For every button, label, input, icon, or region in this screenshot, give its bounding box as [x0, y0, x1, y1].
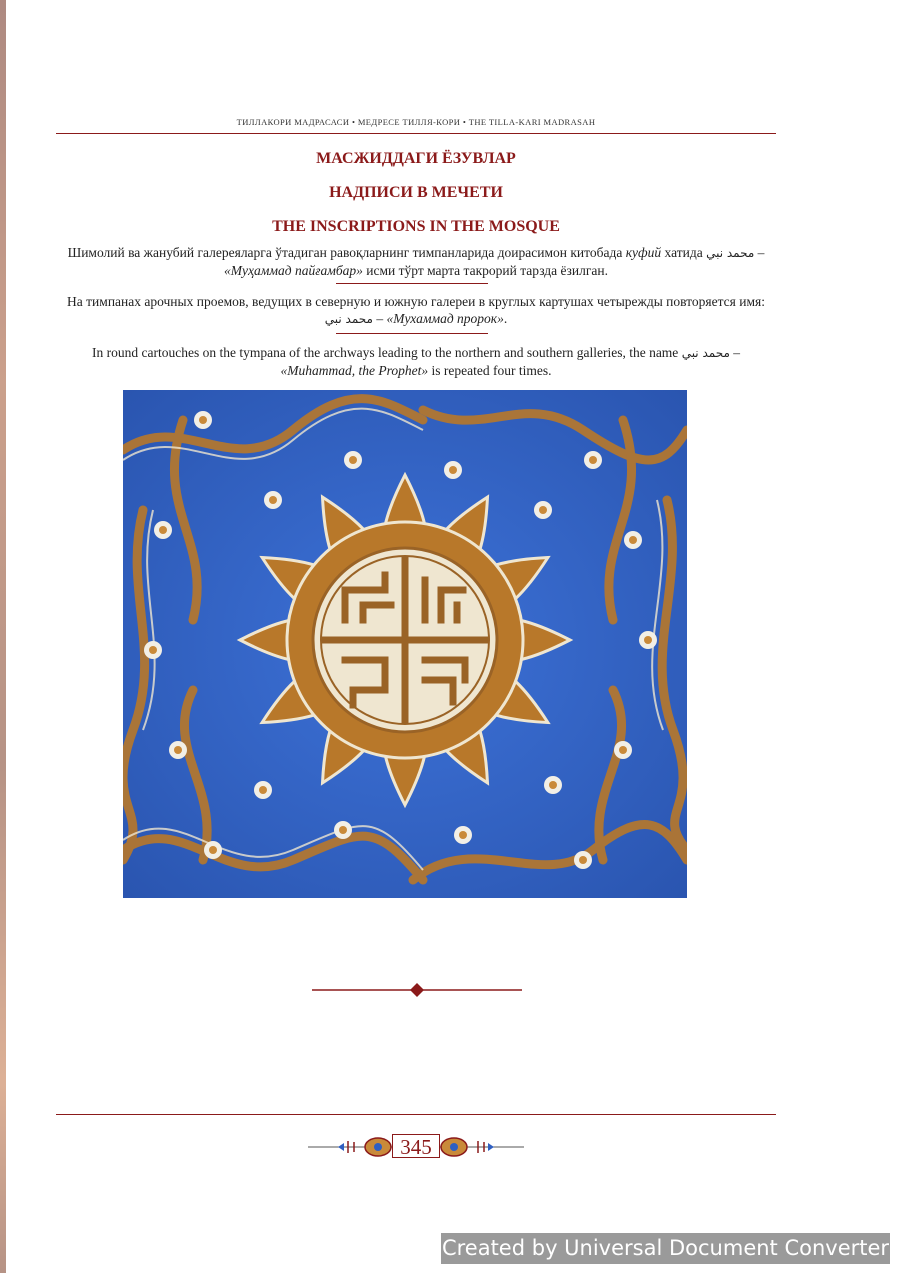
kufic-cartouche-photo [123, 390, 687, 898]
uz-dash: – [754, 245, 765, 260]
title-uzbek: МАСЖИДДАГИ ЁЗУВЛАР [316, 150, 516, 167]
ru-text-end: . [503, 311, 508, 326]
ru-name-italic: «Мухаммад пророк» [386, 311, 504, 326]
uz-arabic-name: محمد نبي [706, 246, 755, 260]
footer-rule [56, 1114, 776, 1115]
separator-rule [336, 333, 488, 334]
ru-dash: – [372, 311, 387, 326]
uz-kufi-term: куфий [625, 245, 662, 260]
en-dash: – [729, 345, 740, 360]
en-name-italic: «Muhammad, the Prophet» [280, 363, 429, 378]
paragraph-uzbek [56, 244, 776, 279]
title-russian: НАДПИСИ В МЕЧЕТИ [329, 184, 503, 201]
ru-arabic-name: محمد نبي [324, 312, 373, 326]
title-english: THE INSCRIPTIONS IN THE MOSQUE [272, 218, 560, 235]
uz-text-start: Шимолий ва жанубий галереяларга ўтадиган равоқларнинг тимпанларида доирасимон китобада [67, 245, 626, 260]
paragraph-russian [56, 293, 776, 328]
ru-text-start: На тимпанах арочных проемов, ведущих в северную и южную галереи в круглых картушах четырежды повторяется имя: [67, 294, 765, 309]
separator-rule [336, 283, 488, 284]
uz-name-italic: «Муҳаммад пайғамбар» [224, 263, 363, 278]
paragraph-english [56, 344, 776, 379]
converter-watermark: Created by Universal Document Converter [441, 1233, 890, 1264]
book-spine-edge [0, 0, 6, 1273]
en-text-end: is repeated four times. [428, 363, 552, 378]
uz-text-end: исми тўрт марта такрорий тарзда ёзилган. [362, 263, 608, 278]
header-rule [56, 133, 776, 134]
uz-text-mid: хатида [661, 245, 707, 260]
page-number-ornament [308, 1132, 524, 1162]
en-text-start: In round cartouches on the tympana of the archways leading to the northern and southern galleries, the name [92, 345, 682, 360]
page-number: 345 [392, 1134, 440, 1158]
en-arabic-name: محمد نبي [681, 346, 730, 360]
running-head: ТИЛЛАКОРИ МАДРАСАСИ • МЕДРЕСЕ ТИЛЛЯ-КОРИ • THE TILLA-KARI MADRASAH [236, 117, 596, 127]
diamond-divider-ornament [312, 982, 522, 998]
